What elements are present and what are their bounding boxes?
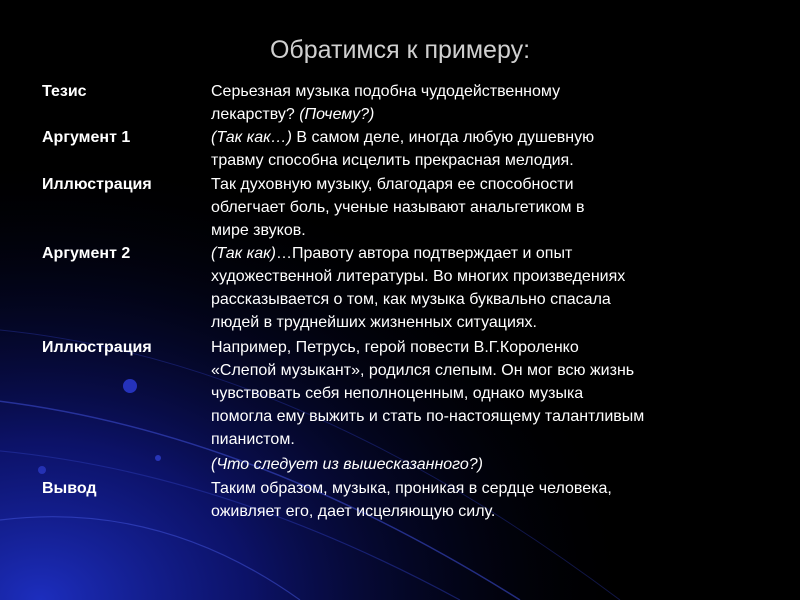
transition-question: (Что следует из вышесказанного?) bbox=[211, 456, 483, 473]
row-text: Так духовную музыку, благодаря ее способности облегчает боль, ученые называют анальгетиком в мире звуков. bbox=[211, 176, 585, 239]
row-label: Иллюстрация bbox=[42, 339, 152, 356]
bubble bbox=[123, 379, 137, 393]
bubble bbox=[155, 455, 161, 461]
bubble bbox=[38, 466, 46, 474]
row-label: Тезис bbox=[42, 83, 87, 100]
row-label: Аргумент 2 bbox=[42, 245, 131, 262]
row-text: Серьезная музыка подобна чудодейственному лекарству? (Почему?) bbox=[211, 83, 561, 123]
row-text: (Так как…) В самом деле, иногда любую душевную травму способна исцелить прекрасная мелодия. bbox=[211, 129, 595, 169]
row-label: Вывод bbox=[42, 480, 97, 497]
slide-title: Обратимся к примеру: bbox=[269, 36, 531, 64]
row-text: (Так как)…Правоту автора подтверждает и опыт художественной литературы. Во многих произведениях рассказывается о том, как музыка буквально спасала людей в труднейших жизненных ситуациях. bbox=[211, 245, 626, 331]
row-text: Например, Петрусь, герой повести В.Г.Короленко «Слепой музыкант», родился слепым. Он мог всю жизнь чувствовать себя неполноценным, однако музыка помогла ему выжить и стать по-настоящему талантливым пианистом. bbox=[211, 339, 645, 448]
row-text: Таким образом, музыка, проникая в сердце человека, оживляет его, дает исцеляющую силу. bbox=[211, 480, 612, 520]
row-label: Иллюстрация bbox=[42, 176, 152, 193]
row-label: Аргумент 1 bbox=[42, 129, 131, 146]
